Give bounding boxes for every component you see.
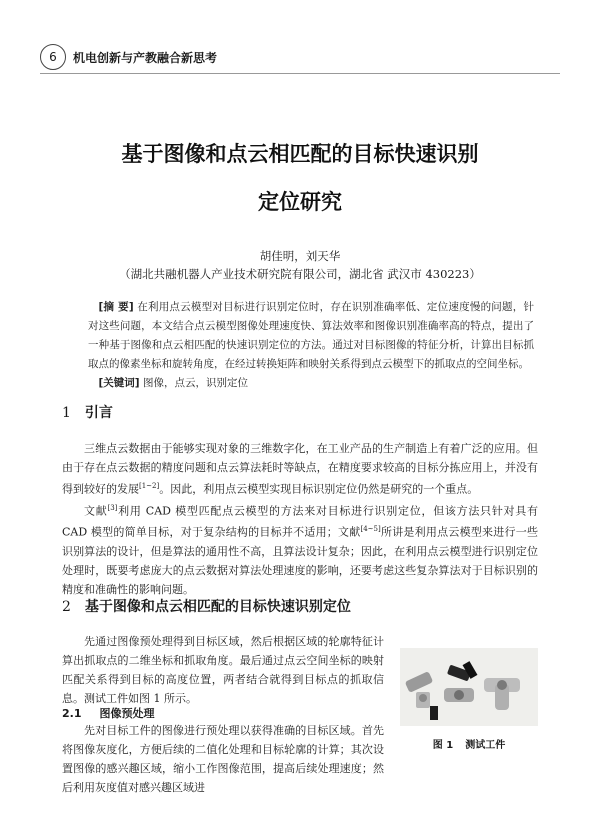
keywords-label: [关键词] bbox=[98, 377, 140, 389]
subsection-heading bbox=[62, 705, 155, 721]
abstract-block bbox=[88, 298, 534, 393]
intro-body bbox=[62, 439, 538, 599]
preprocess-body bbox=[62, 721, 384, 797]
authors: 胡佳明，刘天华 bbox=[259, 249, 341, 263]
book-title: 机电创新与产教融合新思考 bbox=[73, 50, 218, 65]
figure-caption-text: 测试工件 bbox=[465, 740, 506, 751]
method-body bbox=[62, 632, 384, 708]
paragraph: 文献[3]利用 CAD 模型匹配点云模型的方法来对目标进行识别定位，但该方法只针对具有 CAD 模型的简单目标，对于复杂结构的目标并不适用；文献[4~5]所讲是利用点云模型来进行一些识别算法的设计，但是算法的通用性不高，且算法设计复杂；因此，在利用点云模型进行识别定位处理时，既要考虑庞大的点云数据对算法处理速度的影响，还要考虑这些复杂算法对于目标识别的精度和准确性的影响问题。 bbox=[62, 503, 539, 596]
paragraph: 三维点云数据由于能够实现对象的三维数字化，在工业产品的生产制造上有着广泛的应用。但由于存在点云数据的精度问题和点云算法耗时等缺点，在精度要求较高的目标分拣应用上，并没有得到较好的发展[1~2]。因此，利用点云模型实现目标识别定位仍然是研究的一个重点。 bbox=[62, 442, 538, 496]
keywords-text: 图像，点云，识别定位 bbox=[142, 377, 248, 389]
keywords-line bbox=[88, 374, 534, 393]
header-rule bbox=[40, 73, 560, 74]
paper-title-line2: 定位研究 bbox=[258, 190, 342, 214]
abstract-text: 在利用点云模型对目标进行识别定位时，存在识别准确率低、定位速度慢的问题，针对这些问题，本文结合点云模型图像处理速度快、算法效率和图像识别准确率高的特点，提出了一种基于图像和点云相匹配的快速识别定位的方法。通过对目标图像的特征分析，计算出目标抓取点的像素坐标和旋转角度，在经过转换矩阵和映射关系得到点云模型下的抓取点的空间坐标。 bbox=[88, 301, 534, 370]
abstract-paragraph bbox=[88, 298, 534, 374]
running-header bbox=[40, 44, 217, 70]
section-heading-intro bbox=[62, 402, 113, 422]
section-title: 引言 bbox=[84, 405, 113, 421]
citation: [4~5] bbox=[360, 525, 381, 534]
section-heading-method bbox=[62, 596, 351, 616]
citation: [3] bbox=[107, 503, 118, 512]
abstract-label: [摘 要] bbox=[98, 301, 134, 313]
workpiece-photo bbox=[400, 648, 538, 726]
figure-test-workpiece bbox=[400, 648, 538, 726]
figure-caption bbox=[400, 736, 538, 751]
section-title: 基于图像和点云相匹配的目标快速识别定位 bbox=[84, 599, 351, 615]
affiliation: （湖北共融机器人产业技术研究院有限公司，湖北省 武汉市 430223） bbox=[119, 267, 481, 281]
section-number: 1 bbox=[62, 405, 71, 421]
paper-title-line1: 基于图像和点云相匹配的目标快速识别 bbox=[121, 142, 479, 166]
paragraph: 先通过图像预处理得到目标区域，然后根据区域的轮廓特征计算出抓取点的二维坐标和抓取角度。最后通过点云空间坐标的映射匹配关系得到目标的高度位置，两者结合就得到目标点的抓取信息。测试工件如图 1 所示。 bbox=[62, 635, 384, 705]
subsection-number: 2.1 bbox=[62, 707, 82, 720]
figure-label: 图 1 bbox=[432, 740, 454, 751]
citation: [1~2] bbox=[139, 482, 160, 490]
subsection-title: 图像预处理 bbox=[99, 707, 155, 720]
section-number: 2 bbox=[62, 599, 71, 615]
paragraph: 先对目标工件的图像进行预处理以获得准确的目标区域。首先将图像灰度化，方便后续的二值化处理和目标轮廓的计算；其次设置图像的感兴趣区域，缩小工作图像范围，提高后续处理速度；然后利用灰度值对感兴趣区域进 bbox=[62, 724, 384, 794]
page-number: 6 bbox=[40, 44, 66, 70]
